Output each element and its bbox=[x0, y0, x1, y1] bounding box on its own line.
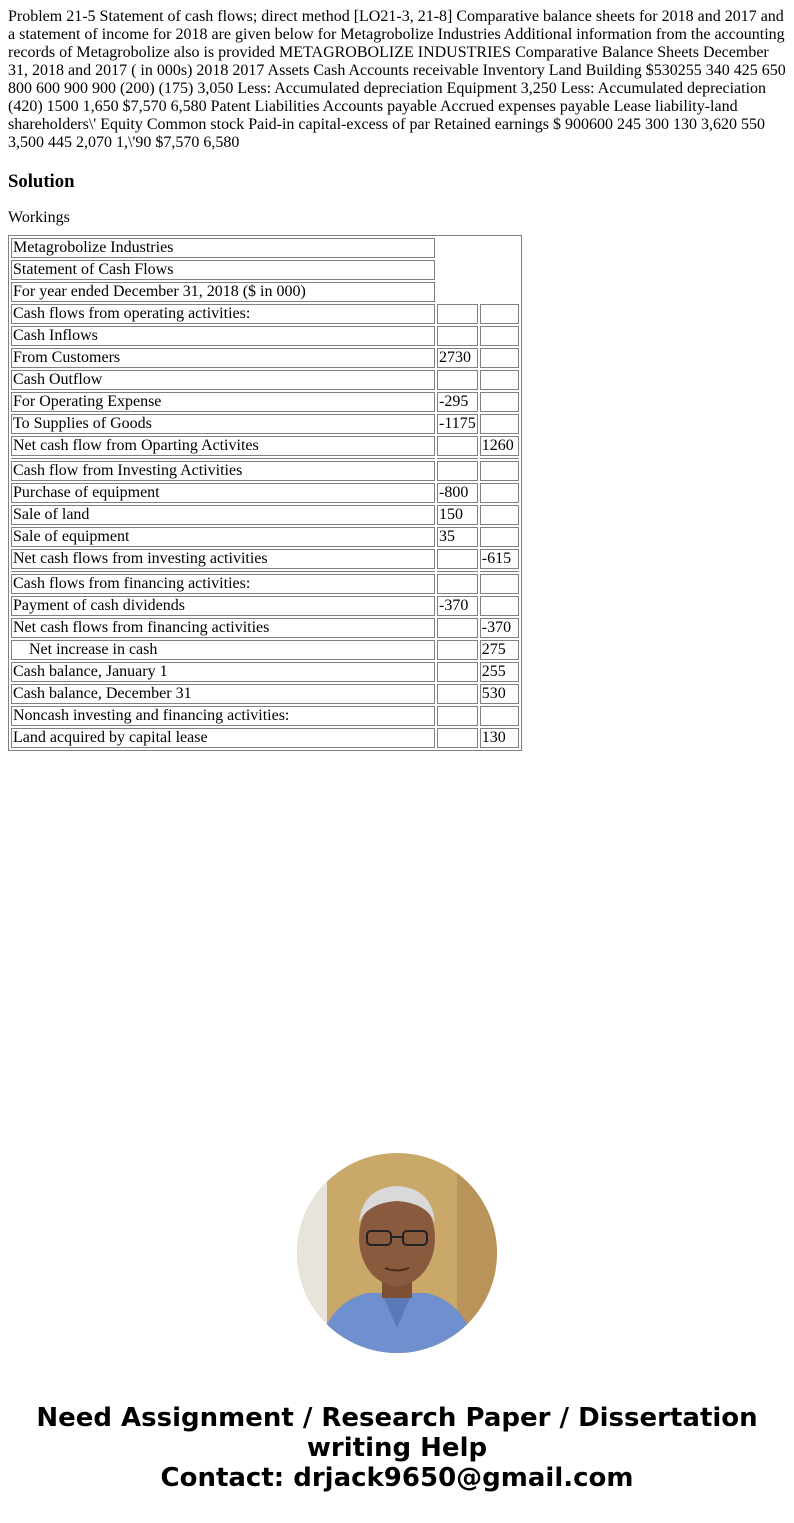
total-amount: -615 bbox=[480, 549, 519, 569]
detail-amount bbox=[437, 618, 478, 638]
workings-label: Workings bbox=[8, 209, 70, 226]
detail-amount bbox=[437, 662, 478, 682]
divider-cell bbox=[437, 458, 478, 459]
detail-amount bbox=[437, 436, 478, 456]
empty-cell bbox=[437, 282, 519, 302]
row-label: From Customers bbox=[11, 348, 435, 368]
table-row bbox=[11, 348, 519, 368]
table-row bbox=[11, 304, 519, 324]
total-amount bbox=[480, 596, 519, 616]
row-label: Cash flow from Investing Activities bbox=[11, 461, 435, 481]
row-label: Sale of equipment bbox=[11, 527, 435, 547]
author-avatar bbox=[297, 1153, 497, 1353]
table-row bbox=[11, 640, 519, 660]
divider-cell bbox=[480, 571, 519, 572]
row-label: Cash balance, December 31 bbox=[11, 684, 435, 704]
header-cell: Statement of Cash Flows bbox=[11, 260, 435, 280]
cash-flow-table bbox=[8, 235, 522, 751]
table-row bbox=[11, 483, 519, 503]
table-row bbox=[11, 728, 519, 748]
promo-banner bbox=[0, 1403, 794, 1493]
detail-amount bbox=[437, 706, 478, 726]
row-label: Noncash investing and financing activities: bbox=[11, 706, 435, 726]
row-label: Cash flows from financing activities: bbox=[11, 574, 435, 594]
header-row bbox=[11, 260, 519, 280]
row-label: Cash balance, January 1 bbox=[11, 662, 435, 682]
total-amount bbox=[480, 392, 519, 412]
row-label: Land acquired by capital lease bbox=[11, 728, 435, 748]
detail-amount bbox=[437, 461, 478, 481]
divider-cell bbox=[11, 571, 435, 572]
detail-amount bbox=[437, 574, 478, 594]
detail-amount: -295 bbox=[437, 392, 478, 412]
author-photo-icon bbox=[297, 1153, 497, 1353]
row-label: For Operating Expense bbox=[11, 392, 435, 412]
detail-amount: -800 bbox=[437, 483, 478, 503]
detail-amount: -370 bbox=[437, 596, 478, 616]
total-amount bbox=[480, 706, 519, 726]
total-amount: 530 bbox=[480, 684, 519, 704]
total-amount: 255 bbox=[480, 662, 519, 682]
total-amount: 275 bbox=[480, 640, 519, 660]
promo-line-1: Need Assignment / Research Paper / Dissertation bbox=[36, 1403, 758, 1433]
divider-cell bbox=[480, 458, 519, 459]
table-row bbox=[11, 392, 519, 412]
detail-amount bbox=[437, 549, 478, 569]
promo-line-2: writing Help bbox=[306, 1433, 488, 1463]
table-row bbox=[11, 706, 519, 726]
row-label: Net cash flows from financing activities bbox=[11, 618, 435, 638]
section-divider bbox=[11, 458, 519, 459]
total-amount: -370 bbox=[480, 618, 519, 638]
row-label: Net increase in cash bbox=[11, 640, 435, 660]
row-label: Net cash flows from investing activities bbox=[11, 549, 435, 569]
table-row bbox=[11, 436, 519, 456]
row-label: Purchase of equipment bbox=[11, 483, 435, 503]
header-cell: Metagrobolize Industries bbox=[11, 238, 435, 258]
divider-cell bbox=[11, 458, 435, 459]
row-label: Net cash flow from Oparting Activites bbox=[11, 436, 435, 456]
total-amount bbox=[480, 483, 519, 503]
cash-flow-table-body bbox=[11, 238, 519, 748]
total-amount: 130 bbox=[480, 728, 519, 748]
detail-amount bbox=[437, 640, 478, 660]
total-amount bbox=[480, 326, 519, 346]
row-label: Sale of land bbox=[11, 505, 435, 525]
header-cell: For year ended December 31, 2018 ($ in 000) bbox=[11, 282, 435, 302]
row-label: To Supplies of Goods bbox=[11, 414, 435, 434]
row-label: Cash Inflows bbox=[11, 326, 435, 346]
empty-cell bbox=[437, 238, 519, 258]
table-row bbox=[11, 370, 519, 390]
table-row bbox=[11, 326, 519, 346]
total-amount bbox=[480, 505, 519, 525]
promo-contact: Contact: drjack9650@gmail.com bbox=[160, 1463, 634, 1493]
table-row bbox=[11, 618, 519, 638]
detail-amount bbox=[437, 370, 478, 390]
detail-amount: 150 bbox=[437, 505, 478, 525]
table-row bbox=[11, 596, 519, 616]
row-label: Payment of cash dividends bbox=[11, 596, 435, 616]
detail-amount bbox=[437, 326, 478, 346]
solution-heading: Solution bbox=[8, 171, 75, 192]
table-row bbox=[11, 414, 519, 434]
section-divider bbox=[11, 571, 519, 572]
header-row bbox=[11, 238, 519, 258]
detail-amount bbox=[437, 684, 478, 704]
total-amount bbox=[480, 527, 519, 547]
table-row bbox=[11, 505, 519, 525]
total-amount: 1260 bbox=[480, 436, 519, 456]
row-label: Cash Outflow bbox=[11, 370, 435, 390]
table-row bbox=[11, 527, 519, 547]
page-content bbox=[0, 0, 794, 751]
table-row bbox=[11, 549, 519, 569]
table-row bbox=[11, 684, 519, 704]
problem-statement: Problem 21-5 Statement of cash flows; direct method [LO21-3, 21-8] Comparative balance sheets for 2018 and 2017 and a statement of income for 2018 are given below for Metagrobolize Industries Additional information from the accounting records of Metagrobolize also is provided METAGROBOLIZE INDUSTRIES Comparative Balance Sheets December 31, 2018 and 2017 ( in 000s) 2018 2017 Assets Cash Accounts receivable Inventory Land Building $530255 340 425 650 800 600 900 900 (200) (175) 3,050 Less: Accumulated depreciation Equipment 3,250 Less: Accumulated depreciation (420) 1500 1,650 $7,570 6,580 Patent Liabilities Accounts payable Accrued expenses payable Lease liability-land shareholders\' Equity Common stock Paid-in capital-excess of par Retained earnings $ 900600 245 300 130 3,620 550 3,500 445 2,070 1,\'90 $7,570 6,580 bbox=[8, 8, 786, 151]
total-amount bbox=[480, 304, 519, 324]
total-amount bbox=[480, 414, 519, 434]
total-amount bbox=[480, 461, 519, 481]
detail-amount: -1175 bbox=[439, 415, 476, 432]
total-amount bbox=[480, 348, 519, 368]
total-amount bbox=[480, 370, 519, 390]
table-row bbox=[11, 461, 519, 481]
header-row bbox=[11, 282, 519, 302]
detail-amount bbox=[437, 304, 478, 324]
divider-cell bbox=[437, 571, 478, 572]
detail-amount bbox=[437, 728, 478, 748]
detail-amount: 2730 bbox=[437, 348, 478, 368]
empty-cell bbox=[437, 260, 519, 280]
total-amount bbox=[480, 574, 519, 594]
row-label: Cash flows from operating activities: bbox=[11, 304, 435, 324]
detail-amount: 35 bbox=[437, 527, 478, 547]
table-row bbox=[11, 662, 519, 682]
table-row bbox=[11, 574, 519, 594]
